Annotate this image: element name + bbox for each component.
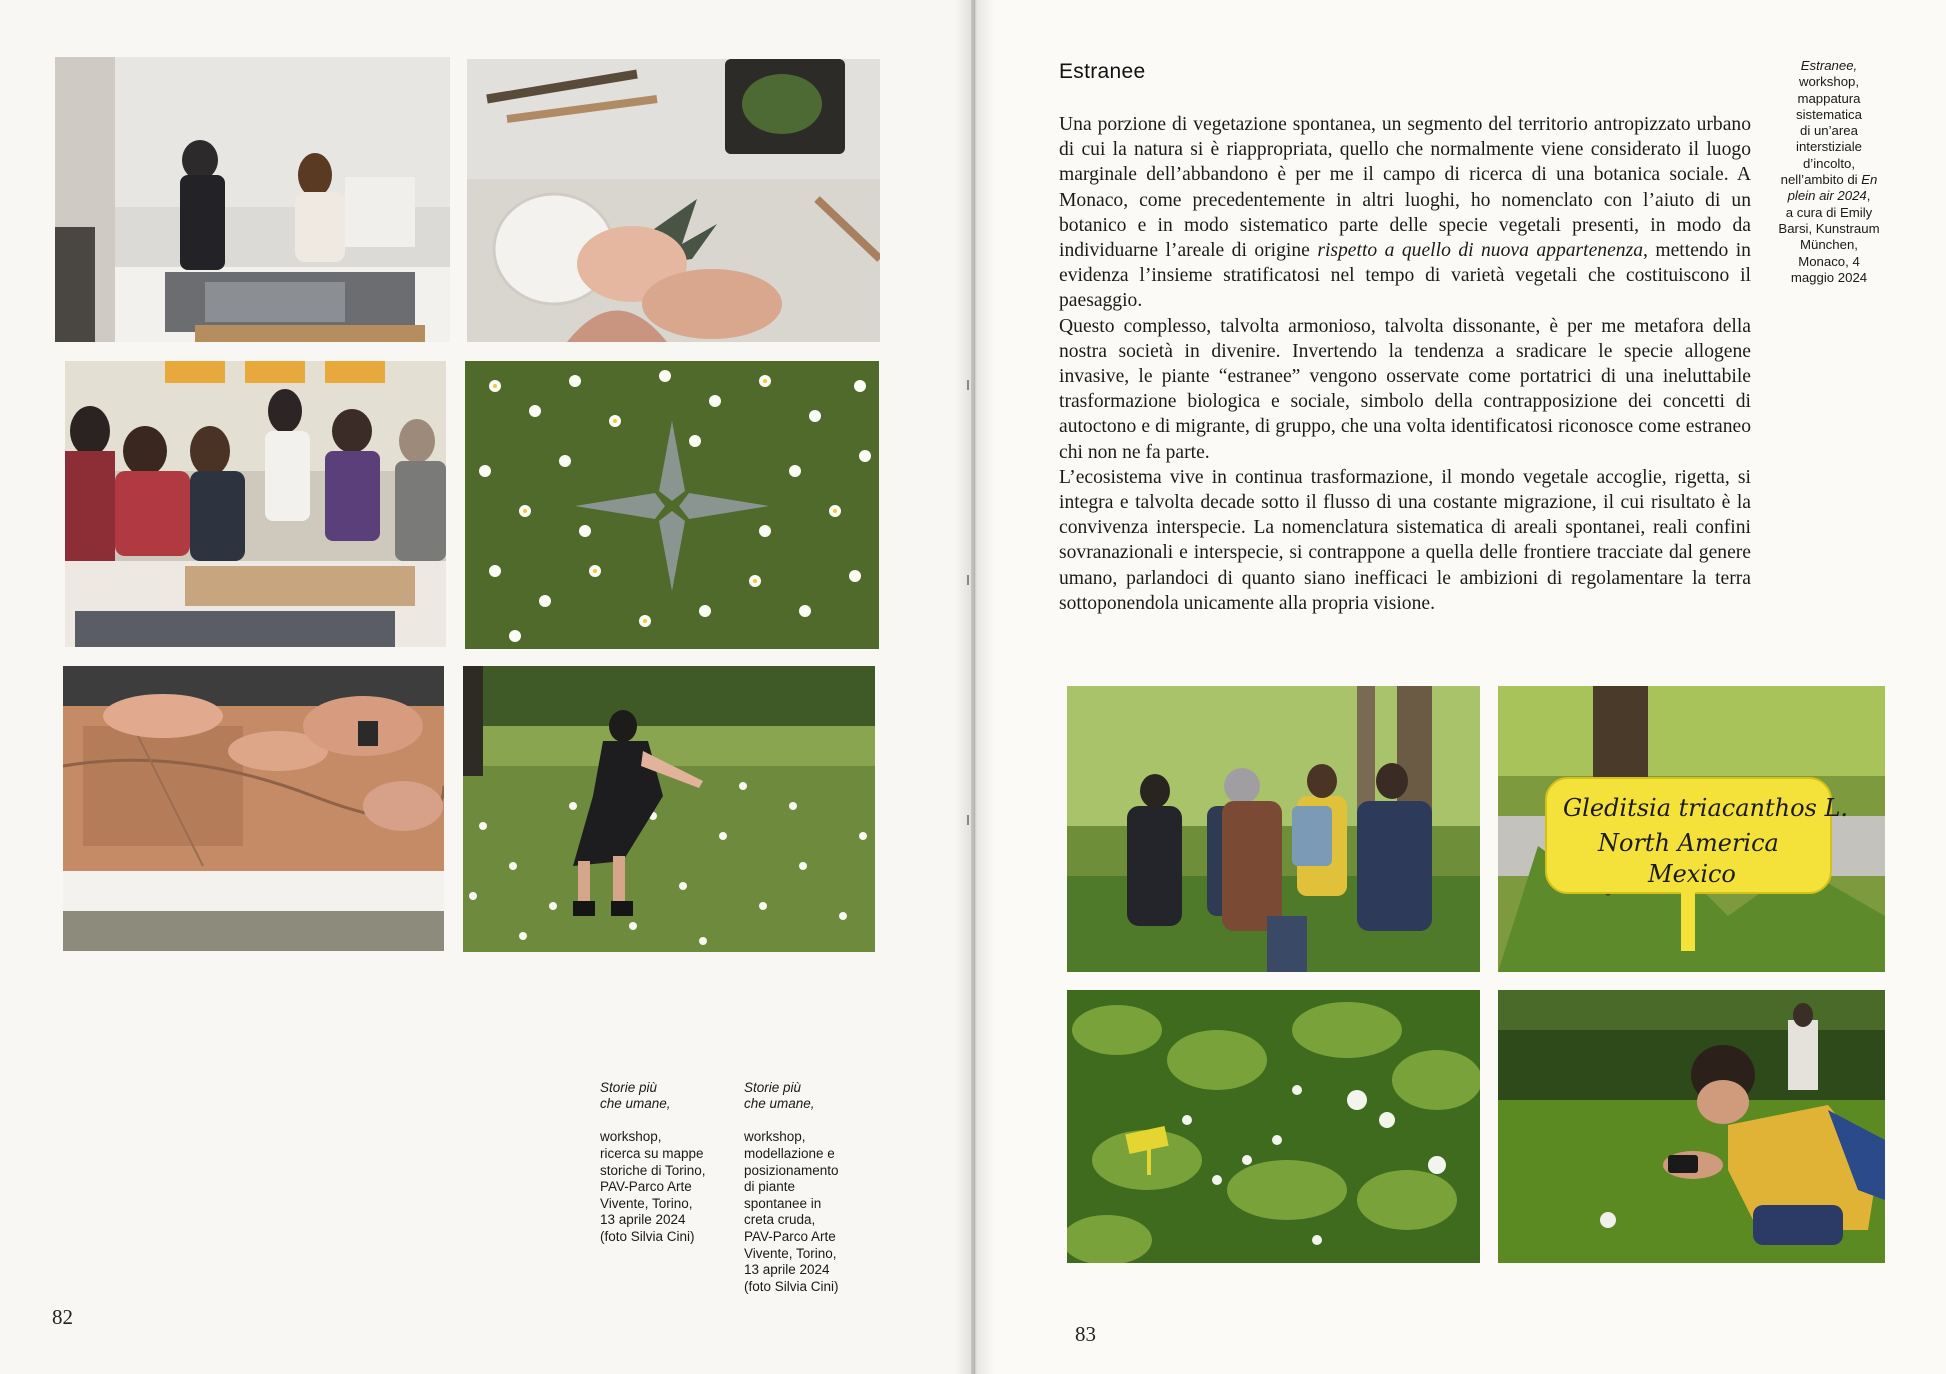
hands-pointing-map-photo bbox=[63, 666, 444, 951]
man-photographing-plant-photo bbox=[1498, 990, 1885, 1263]
essay-paragraph-2: Questo complesso, talvolta armonioso, talvolta dissonante, è per me metafora della nostra società in divenire. Invertendo la tendenza a sradicare le specie allogene invasive, le piante “estranee” vengono osservate come portatrici di una ineluttabile trasformazione biologica e sociale, simbolo della contrapposizione dei concetti di autoctono e di migrante, di gruppo, che una volta identificatosi riconosce come estraneo chi non ne fa parte. bbox=[1059, 315, 1751, 463]
clay-plant-in-daisies-photo bbox=[465, 361, 879, 649]
group-walking-forest-photo bbox=[1067, 686, 1480, 972]
essay-text-part2: , mettendo in evidenza l’insieme stratificatosi nel tempo di varietà vegetali che costituiscono il paesaggio. bbox=[1059, 240, 1751, 312]
plant-label-line1: Gleditsia triacanthos L. bbox=[1563, 794, 1849, 822]
caption-title: Storie più che umane, bbox=[600, 1079, 671, 1112]
gutter-mark bbox=[967, 380, 969, 390]
plant-label-sign-photo bbox=[1498, 686, 1885, 972]
book-gutter bbox=[955, 0, 995, 1374]
side-caption-text1: workshop, mappatura sistematica di un’area interstiziale d’incolto, nell’ambito di bbox=[1780, 74, 1862, 188]
side-caption-italic: En plein air 2024 bbox=[1787, 172, 1878, 204]
essay-text-italic: rispetto a quello di nuova appartenenza bbox=[1317, 240, 1644, 262]
page-number-left: 82 bbox=[52, 1305, 73, 1329]
woman-placing-plant-meadow-photo bbox=[463, 666, 875, 952]
clay-modelling-hands-photo bbox=[467, 59, 880, 342]
side-caption-title: Estranee, bbox=[1800, 58, 1858, 73]
caption-text: workshop, ricerca su mappe storiche di Torino, PAV-Parco Arte Vivente, Torino, 13 aprile 2024 (foto Silvia Cini) bbox=[600, 1129, 706, 1244]
caption-title: Storie più che umane, bbox=[744, 1079, 815, 1112]
section-heading: Estranee bbox=[1059, 60, 1146, 83]
gutter-mark bbox=[967, 575, 969, 585]
undergrowth-with-label-photo bbox=[1067, 990, 1480, 1263]
left-caption-maps bbox=[600, 1063, 730, 1262]
essay-body bbox=[1059, 112, 1751, 616]
essay-paragraph-3: L’ecosistema vive in continua trasformazione, il mondo vegetale accoglie, rigetta, si integra e talvolta decade sotto il flusso di una costante migrazione, il cui risultato è la convivenza interspecie. La nomenclatura sistematica di areali spontanei, reali confini sovranazionali e interspecie, si contrappone a quella delle frontiere tracciate dal genere umano, parlandoci di quanto siano inefficaci le ambizioni di regolamentare la terra sottoponendola unicamente alla propria visione. bbox=[1059, 466, 1751, 614]
plant-label-line2: North America bbox=[1598, 829, 1779, 857]
caption-text: workshop, modellazione e posizionamento di piante spontanee in creta cruda, PAV-Parco Arte Vivente, Torino, 13 aprile 2024 (foto Silvia Cini) bbox=[744, 1129, 839, 1294]
essay-text-part1: Una porzione di vegetazione spontanea, un segmento del territorio antropizzato urbano di cui la natura si è riappropriata, quello che normalmente viene considerato il luogo marginale dell’abbandono è per me il campo di ricerca di una botanica sociale. A Monaco, come precedentemente in altri luoghi, ho nomenclato con l’aiuto di un botanico e in modo sistematico parte delle specie vegetali presenti, in modo da individuarne l’areale di origine bbox=[1059, 114, 1751, 262]
group-studying-maps-photo bbox=[65, 361, 446, 647]
workshop-map-table-photo bbox=[55, 57, 450, 342]
side-caption-text bbox=[1764, 74, 1894, 286]
page-number-right: 83 bbox=[1075, 1322, 1096, 1346]
plant-label-line3: Mexico bbox=[1648, 860, 1736, 888]
left-caption-modelling bbox=[744, 1063, 874, 1312]
gutter-mark bbox=[967, 815, 969, 825]
essay-paragraph-1 bbox=[1059, 112, 1751, 314]
side-caption bbox=[1764, 58, 1894, 286]
side-caption-text2: , a cura di Emily Barsi, Kunstraum München, Monaco, 4 maggio 2024 bbox=[1778, 188, 1880, 285]
